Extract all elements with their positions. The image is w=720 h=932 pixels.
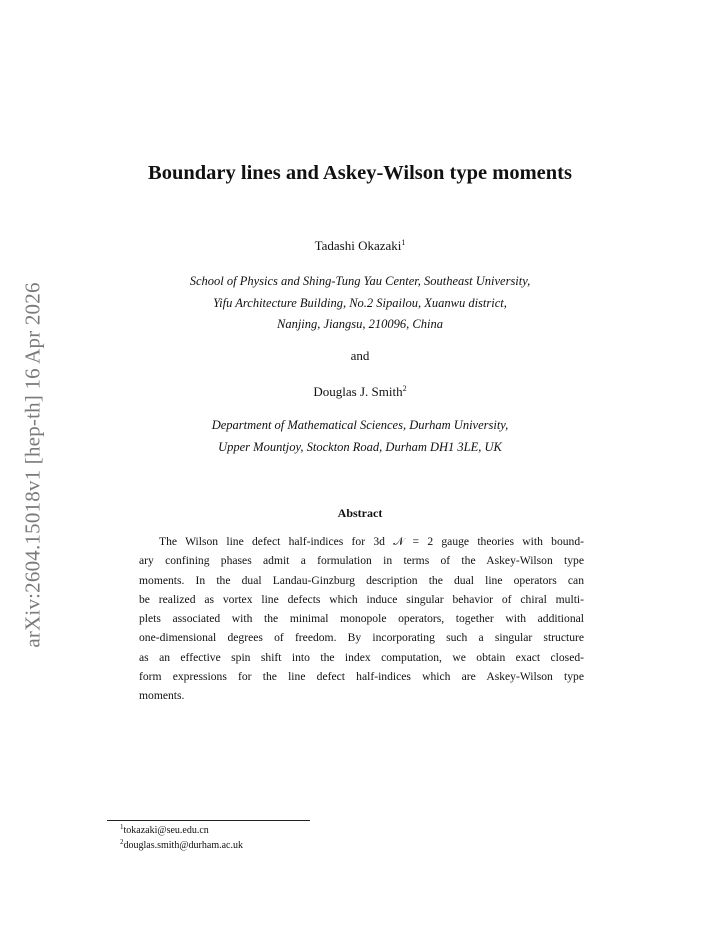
affiliation-1-line: School of Physics and Shing-Tung Yau Center, Southeast University, — [189, 274, 531, 288]
footnote-divider — [107, 820, 310, 821]
paper-title: Boundary lines and Askey-Wilson type moments — [148, 162, 572, 184]
footnote-1-mark: 1 — [120, 823, 124, 831]
abstract-line: moments. — [139, 689, 185, 703]
abstract-line: one-dimensional degrees of freedom. By incorporating such a singular structure — [139, 631, 584, 645]
abstract-line: form expressions for the line defect half-indices which are Askey-Wilson type — [139, 670, 584, 684]
affiliation-1-line: Nanjing, Jiangsu, 210096, China — [277, 317, 443, 331]
arxiv-identifier-stamp: arXiv:2604.15018v1 [hep-th] 16 Apr 2026 — [20, 282, 45, 648]
footnote-2 — [120, 838, 243, 851]
author-1 — [0, 238, 720, 254]
abstract-line: be realized as vortex line defects which induce singular behavior of chiral multi- — [139, 592, 584, 606]
affiliation-2 — [0, 415, 720, 458]
author-1-footnote-mark: 1 — [401, 238, 406, 247]
footnote-1 — [120, 823, 209, 836]
abstract-line: The Wilson line defect half-indices for 3d 𝒩 = 2 gauge theories with bound- — [159, 535, 584, 548]
author-2-name: Douglas J. Smith — [313, 384, 403, 399]
abstract-line: as an effective spin shift into the index computation, we obtain exact closed- — [139, 650, 584, 664]
author-2 — [0, 384, 720, 400]
footnote-1-email: tokazaki@seu.edu.cn — [123, 825, 209, 836]
affiliation-2-line: Department of Mathematical Sciences, Durham University, — [211, 418, 509, 432]
author-2-footnote-mark: 2 — [402, 384, 407, 393]
affiliation-2-line: Upper Mountjoy, Stockton Road, Durham DH1 3LE, UK — [218, 439, 502, 454]
footnote-2-email: douglas.smith@durham.ac.uk — [123, 840, 243, 851]
footnote-2-mark: 2 — [120, 838, 124, 846]
abstract-heading: Abstract — [337, 506, 383, 520]
affiliation-1-line: Yifu Architecture Building, No.2 Sipailou, Xuanwu district, — [213, 295, 507, 310]
abstract-line: ary confining phases admit a formulation in terms of the Askey-Wilson type — [139, 554, 584, 568]
abstract-line: plets associated with the minimal monopole operators, together with additional — [139, 612, 584, 626]
abstract-body — [139, 532, 584, 706]
author-1-name: Tadashi Okazaki — [314, 238, 402, 253]
affiliation-1 — [0, 271, 720, 336]
and-separator: and — [350, 348, 370, 363]
abstract-line: moments. In the dual Landau-Ginzburg description the dual line operators can — [139, 573, 584, 587]
